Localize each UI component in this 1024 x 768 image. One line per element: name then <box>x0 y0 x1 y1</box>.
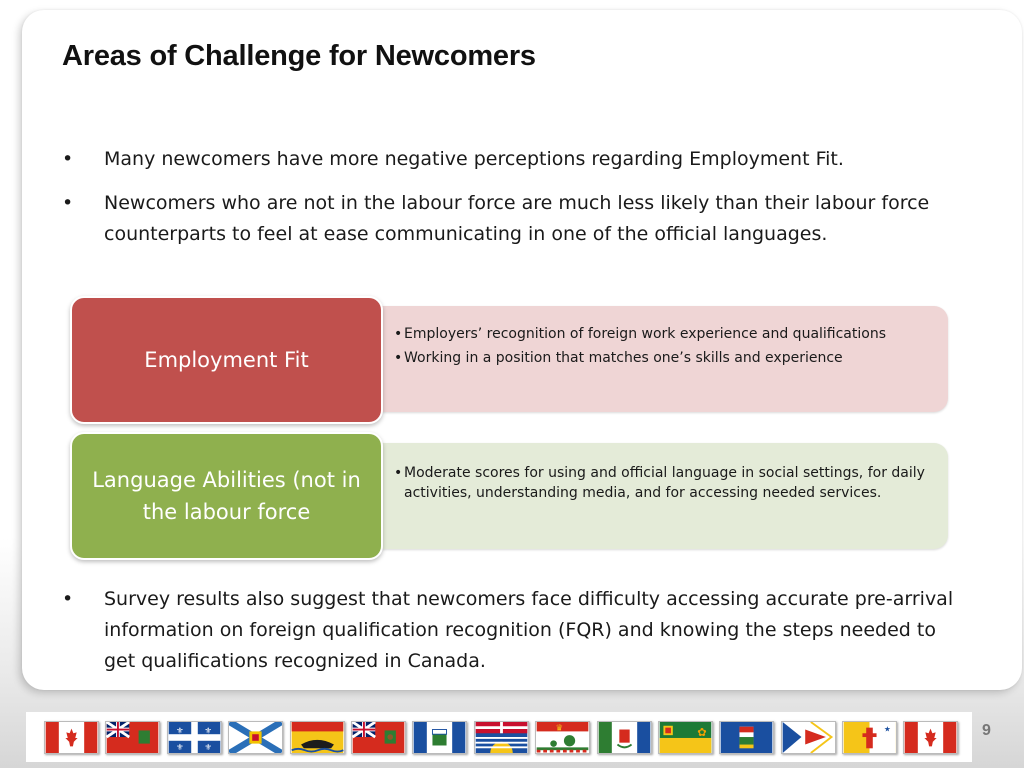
northwest-territories-flag-icon <box>412 721 467 754</box>
manitoba-flag-icon <box>351 721 406 754</box>
svg-text:♛: ♛ <box>555 721 564 732</box>
closing-bullet-list <box>62 584 962 690</box>
bullet-text: Survey results also suggest that newcomers face difficulty accessing accurate pre-arrival information on foreign qualification recognition (FQR) and knowing the steps needed to get qualifications recognized in Canada. <box>104 588 954 672</box>
bullet-glyph: • <box>394 326 403 342</box>
prince-edward-island-flag-icon <box>535 721 590 754</box>
saskatchewan-flag-icon <box>658 721 713 754</box>
svg-text:✿: ✿ <box>697 725 707 739</box>
svg-text:⚜: ⚜ <box>204 724 212 735</box>
bullet-item <box>62 144 962 175</box>
svg-text:★: ★ <box>884 723 891 733</box>
employment-fit-label: Employment Fit <box>144 348 309 372</box>
svg-text:⚜: ⚜ <box>175 741 184 752</box>
intro-bullet-list <box>62 144 962 263</box>
canada-flag-icon <box>44 721 99 754</box>
language-abilities-details <box>370 443 948 549</box>
bullet-glyph: • <box>62 192 74 214</box>
language-abilities-label: Language Abilities (not in the labour force <box>92 468 361 524</box>
detail-text: Working in a position that matches one’s skills and experience <box>404 350 843 366</box>
ontario-flag-icon <box>105 721 160 754</box>
bullet-text: Newcomers who are not in the labour force are much less likely than their labour force counterparts to feel at ease communicating in one of the official languages. <box>104 192 930 245</box>
page-number: 9 <box>982 722 991 739</box>
bullet-item <box>62 188 962 250</box>
british-columbia-flag-icon <box>474 721 529 754</box>
nova-scotia-flag-icon <box>228 721 283 754</box>
new-brunswick-flag-icon <box>290 721 345 754</box>
provincial-flags-strip <box>26 712 972 762</box>
bullet-glyph: • <box>394 465 403 481</box>
newfoundland-flag-icon <box>781 721 836 754</box>
bullet-glyph: • <box>62 588 74 610</box>
bullet-glyph: • <box>394 350 403 366</box>
detail-text: Moderate scores for using and official language in social settings, for daily activities, understanding media, and for accessing needed services. <box>404 465 925 501</box>
canada-flag-icon <box>903 721 958 754</box>
svg-text:⚜: ⚜ <box>175 724 184 735</box>
quebec-flag-icon <box>167 721 222 754</box>
employment-fit-details <box>370 306 948 412</box>
slide-title: Areas of Challenge for Newcomers <box>62 40 536 72</box>
detail-text: Employers’ recognition of foreign work experience and qualifications <box>404 326 887 342</box>
employment-fit-box <box>70 296 383 424</box>
bullet-text: Many newcomers have more negative perceptions regarding Employment Fit. <box>104 148 844 170</box>
nunavut-flag-icon <box>842 721 897 754</box>
detail-item <box>394 348 932 368</box>
alberta-flag-icon <box>719 721 774 754</box>
bullet-item <box>62 584 962 677</box>
language-abilities-box <box>70 432 383 560</box>
svg-text:⚜: ⚜ <box>204 741 212 752</box>
yukon-flag-icon <box>597 721 652 754</box>
bullet-glyph: • <box>62 148 74 170</box>
detail-item <box>394 324 932 344</box>
detail-item <box>394 463 932 503</box>
